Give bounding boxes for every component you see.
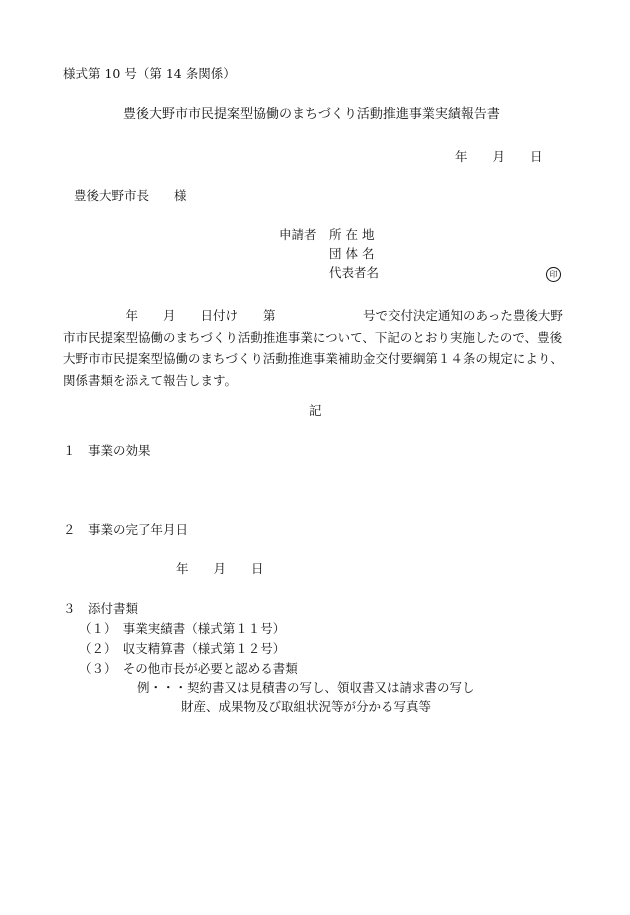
document-title: 豊後大野市市民提案型協働のまちづくり活動推進事業実績報告書 <box>123 107 500 122</box>
body-paragraph <box>63 305 578 391</box>
attachment-item: （１） 事業実績書（様式第１１号） <box>79 621 286 636</box>
body-line: 関係書類を添えて報告します。 <box>63 372 238 388</box>
report-date: 年 月 日 <box>455 149 543 164</box>
attachment-example-line2: 財産、成果物及び取組状況等が分かる写真等 <box>181 699 432 714</box>
group-name-label: 団 体 名 <box>329 246 375 261</box>
attachment-item: （３） その他市長が必要と認める書類 <box>79 661 298 676</box>
section3-heading: ３ 添付書類 <box>63 601 139 616</box>
seal-mark <box>546 265 561 282</box>
representative-label: 代表者名 <box>329 265 380 280</box>
body-line: 年 月 日付け 第 号で交付決定通知のあった豊後大野 <box>63 308 563 323</box>
address-label: 所 在 地 <box>329 227 375 242</box>
addressee: 豊後大野市長 様 <box>74 188 187 203</box>
body-line: 大野市市民提案型協働のまちづくり活動推進事業補助金交付要綱第１４条の規定により、 <box>63 351 563 366</box>
body-line: 市市民提案型協働のまちづくり活動推進事業について、下記のとおり実施したので、豊後 <box>63 329 563 345</box>
completion-date: 年 月 日 <box>176 561 264 576</box>
ki-heading: 記 <box>309 403 322 418</box>
form-number: 様式第 10 号（第 14 条関係） <box>63 66 236 81</box>
attachment-example-line1: 例・・・契約書又は見積書の写し、領収書又は請求書の写し <box>137 680 475 695</box>
section1-heading: １ 事業の効果 <box>63 443 151 458</box>
attachment-item: （２） 収支精算書（様式第１２号） <box>79 641 286 656</box>
seal-icon: 印 <box>546 267 561 282</box>
applicant-label: 申請者 <box>279 227 317 242</box>
section2-heading: ２ 事業の完了年月日 <box>63 522 189 537</box>
